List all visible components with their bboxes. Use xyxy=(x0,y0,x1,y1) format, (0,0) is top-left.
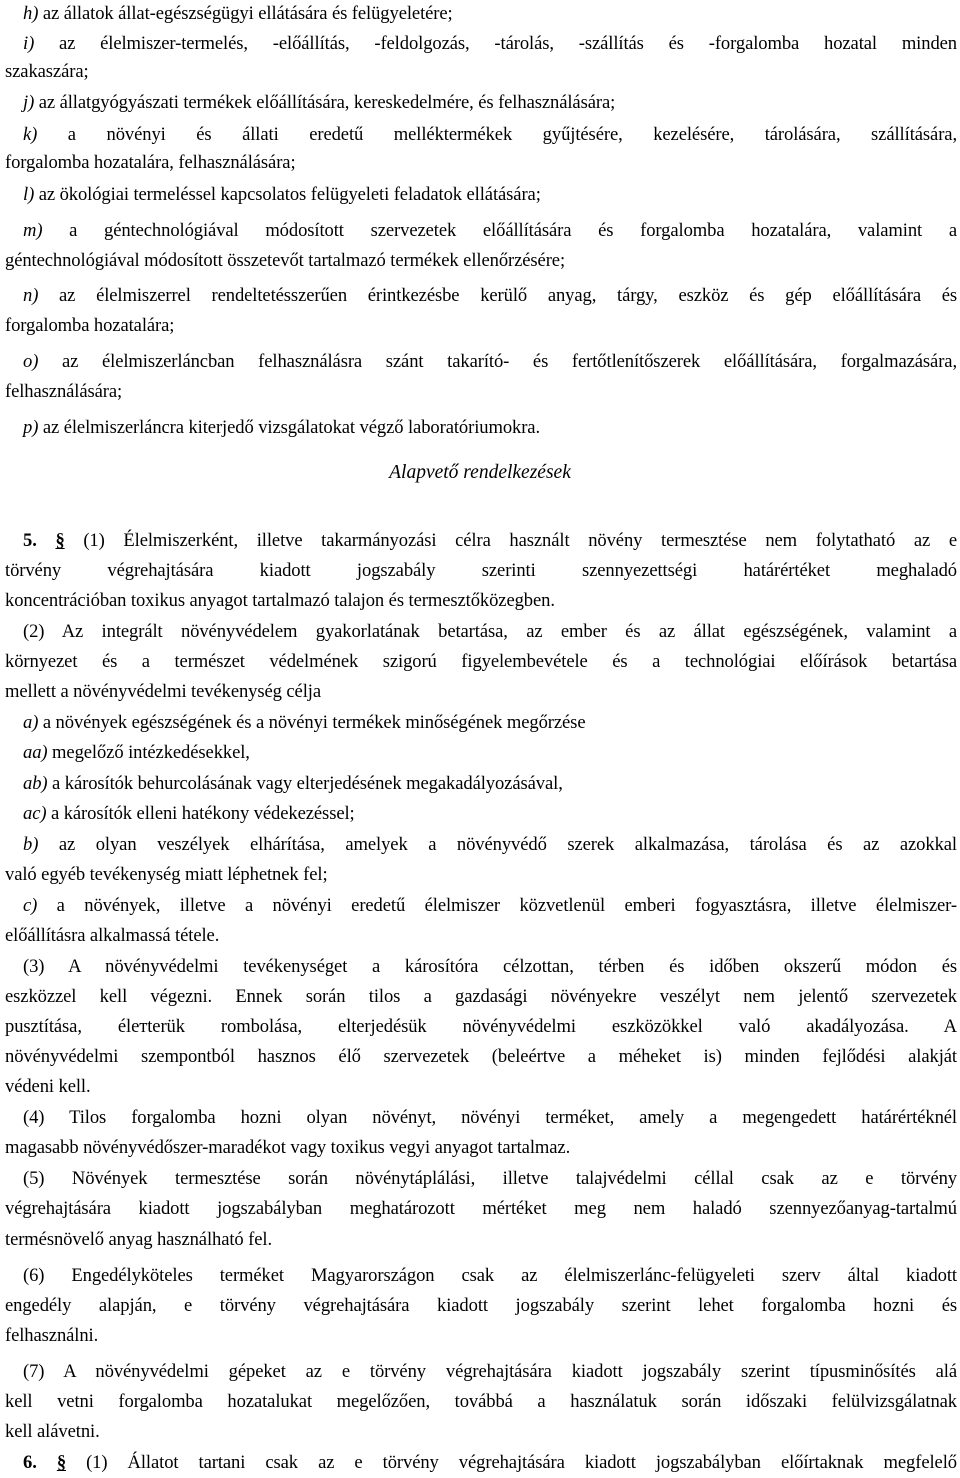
text-line xyxy=(23,742,957,764)
text-line xyxy=(5,986,957,1008)
item-marker: b) xyxy=(23,834,39,855)
text-line xyxy=(23,417,957,439)
text-line xyxy=(5,1325,957,1347)
line-text: koncentrációban toxikus anyagot tartalmazó talajon és termesztőközegben. xyxy=(5,590,555,611)
line-text: pusztítása, élетterük rombolása, elterjedésük növényvédelmi eszközökkel való akadályozása. A xyxy=(5,1016,957,1037)
text-line xyxy=(23,530,957,552)
item-marker: ab) xyxy=(23,773,48,794)
item-marker: n) xyxy=(23,285,39,306)
item-marker: ac) xyxy=(23,803,47,824)
text-line xyxy=(5,1137,957,1159)
line-text: törvény végrehajtására kiadott jogszabály szerinti szennyezettségi határértéket meghaladó xyxy=(5,560,957,581)
text-line xyxy=(23,351,957,373)
text-line xyxy=(5,381,957,403)
text-line xyxy=(23,895,957,917)
line-text: szakaszára; xyxy=(5,61,89,82)
line-text: környezet és a természet védelmének szigorú figyelembevétele és a technológiai előírások betartása xyxy=(5,651,957,672)
line-text: (5) Növények termesztése során növénytáplálási, illetve talajvédelmi céllal csak az e törvény xyxy=(23,1168,957,1189)
line-text: védeni kell. xyxy=(5,1076,91,1097)
line-text: való egyéb tevékenység miatt léphetnek fel; xyxy=(5,864,328,885)
text-line xyxy=(23,1361,957,1383)
line-text: a károsítók elleni hatékony védekezéssel; xyxy=(46,803,355,824)
line-text: megelőző intézkedésekkel, xyxy=(47,742,250,763)
text-line xyxy=(23,956,957,978)
text-line xyxy=(23,1168,957,1190)
text-line xyxy=(23,220,957,242)
text-line xyxy=(23,3,957,25)
text-line xyxy=(5,250,957,272)
line-text: géntechnológiával módosított összetevőt tartalmazó termékek ellenőrzésére; xyxy=(5,250,566,271)
item-marker: p) xyxy=(23,417,39,438)
text-line xyxy=(23,834,957,856)
text-line xyxy=(5,1046,957,1068)
text-line xyxy=(5,590,957,612)
line-text: az állatgyógyászati termékek előállítására, kereskedelmére, és felhasználására; xyxy=(34,92,616,113)
text-line xyxy=(5,651,957,673)
text-line xyxy=(23,92,957,114)
item-marker: j) xyxy=(23,92,35,113)
line-text: (3) A növényvédelmi tevékenységet a károsítóra célzottan, térben és időben okszerű módon és xyxy=(23,956,957,977)
line-text: az élelmiszerláncra kiterjedő vizsgálatokat végző laboratóriumokra. xyxy=(38,417,541,438)
line-text: az élelmiszer-termelés, -előállítás, -feldolgozás, -tárolás, -szállítás és -forgalomba hozatal minden xyxy=(34,33,957,54)
text-line xyxy=(5,1229,957,1251)
text-line xyxy=(23,803,957,825)
line-text: (4) Tilos forgalomba hozni olyan növényt, növényi terméket, amely a megengedett határértéknél xyxy=(23,1107,957,1128)
line-text: forgalomba hozatalára; xyxy=(5,315,175,336)
item-marker: h) xyxy=(23,3,39,24)
line-text: (7) A növényvédelmi gépeket az e törvény végrehajtására kiadott jogszabály szerint típusminősítés alá xyxy=(23,1361,957,1382)
line-text: az olyan veszélyek elhárítása, amelyek a növényvédő szerek alkalmazása, tárolása és az azokkal xyxy=(38,834,957,855)
text-line xyxy=(5,1198,957,1220)
line-text: kell alávetni. xyxy=(5,1421,100,1442)
text-line xyxy=(5,1295,957,1317)
line-text: a géntechnológiával módosított szervezetek előállítására és forgalomba hozatalára, valamint a xyxy=(42,220,957,241)
text-line xyxy=(5,864,957,886)
line-text: felhasználására; xyxy=(5,381,123,402)
item-marker: k) xyxy=(23,124,38,145)
section-sign: § xyxy=(56,1452,67,1473)
text-line xyxy=(5,925,957,947)
section-number: 5. xyxy=(23,530,37,551)
text-line xyxy=(5,1421,957,1443)
line-text: a károsítók behurcolásának vagy elterjedésének megakadályozásával, xyxy=(47,773,563,794)
line-text: a növények egészségének és a növényi termékek minőségének megőrzése xyxy=(38,712,586,733)
line-text: felhasználni. xyxy=(5,1325,99,1346)
line-text: magasabb növényvédőszer-maradékot vagy toxikus vegyi anyagot tartalmaz. xyxy=(5,1137,571,1158)
text-line xyxy=(23,124,957,146)
text-line xyxy=(23,285,957,307)
text-line xyxy=(5,315,957,337)
line-text: mellett a növényvédelmi tevékenység célja xyxy=(5,681,321,702)
text-line xyxy=(23,184,957,206)
section-heading: Alapvető rendelkezések xyxy=(389,462,571,483)
line-text: az ökológiai termeléssel kapcsolatos felügyeleti feladatok ellátására; xyxy=(34,184,541,205)
line-text: (1) Élelmiszerként, illetve takarmányozási célra használt növény termesztése nem folytatható az e xyxy=(83,530,957,551)
line-text: előállításra alkalmassá tétele. xyxy=(5,925,220,946)
section-sign: § xyxy=(55,530,65,551)
text-line xyxy=(23,773,957,795)
text-line xyxy=(23,1452,957,1474)
line-text: eszközzel kell végezni. Ennek során tilos a gazdasági növényekre veszélyt nem jelentő szervezetek xyxy=(5,986,957,1007)
item-marker: o) xyxy=(23,351,39,372)
line-text: termésnövelő anyag használható fel. xyxy=(5,1229,273,1250)
text-line xyxy=(5,560,957,582)
text-line xyxy=(5,1391,957,1413)
item-marker: i) xyxy=(23,33,35,54)
line-text: (6) Engedélyköteles terméket Magyarországon csak az élelmiszerlánc-felügyeleti szerv által kiadott xyxy=(23,1265,957,1286)
text-line xyxy=(5,1016,957,1038)
item-marker: aa) xyxy=(23,742,48,763)
line-text: a növényi és állati eredetű melléktermékek gyűjtésére, kezelésére, tárolására, szállítására, xyxy=(37,124,957,145)
line-text: végrehajtására kiadott jogszabályban meghatározott mértéket meg nem haladó szennyezőanyag-tartalmú xyxy=(5,1198,957,1219)
text-line xyxy=(5,61,957,83)
text-line xyxy=(5,1076,957,1098)
line-text: (2) Az integrált növényvédelem gyakorlatának betartása, az ember és az állat egészségének, valamint a xyxy=(23,621,957,642)
line-text: (1) Állatot tartani csak az e törvény végrehajtására kiadott jogszabályban előírtaknak megfelelő xyxy=(86,1452,957,1473)
line-text: kell vetni forgalomba hozatalukat megelőzően, továbbá a használatuk során időszaki felülvizsgálatnak xyxy=(5,1391,957,1412)
item-marker: a) xyxy=(23,712,39,733)
line-text: a növények, illetve a növényi eredetű élelmiszer közvetlenül emberi fogyasztásra, illetve élelmiszer- xyxy=(37,895,957,916)
text-line xyxy=(23,33,957,55)
text-line xyxy=(23,1107,957,1129)
line-text: az élelmiszerláncban felhasználásra szánt takarító- és fertőtlenítőszerek előállítására, forgalmazására, xyxy=(38,351,957,372)
text-line xyxy=(23,621,957,643)
item-marker: l) xyxy=(23,184,35,205)
item-marker: m) xyxy=(23,220,43,241)
line-text: növényvédelmi szempontból hasznos élő szervezetek (beleértve a méheket is) minden fejlődési alakját xyxy=(5,1046,957,1067)
line-text: forgalomba hozatalára, felhasználására; xyxy=(5,152,296,173)
text-line xyxy=(23,712,957,734)
text-line xyxy=(23,1265,957,1287)
text-line xyxy=(5,152,957,174)
line-text: az élelmiszerrel rendeltetésszerűen érintkezésbe kerülő anyag, tárgy, eszköz és gép előállítására és xyxy=(38,285,957,306)
line-text: engedély alapján, e törvény végrehajtására kiadott jogszabály szerint lehet forgalomba hozni és xyxy=(5,1295,957,1316)
item-marker: c) xyxy=(23,895,38,916)
text-line xyxy=(5,681,957,703)
line-text: az állatok állat-egészségügyi ellátására és felügyeletére; xyxy=(38,3,453,24)
section-number: 6. xyxy=(23,1452,37,1473)
